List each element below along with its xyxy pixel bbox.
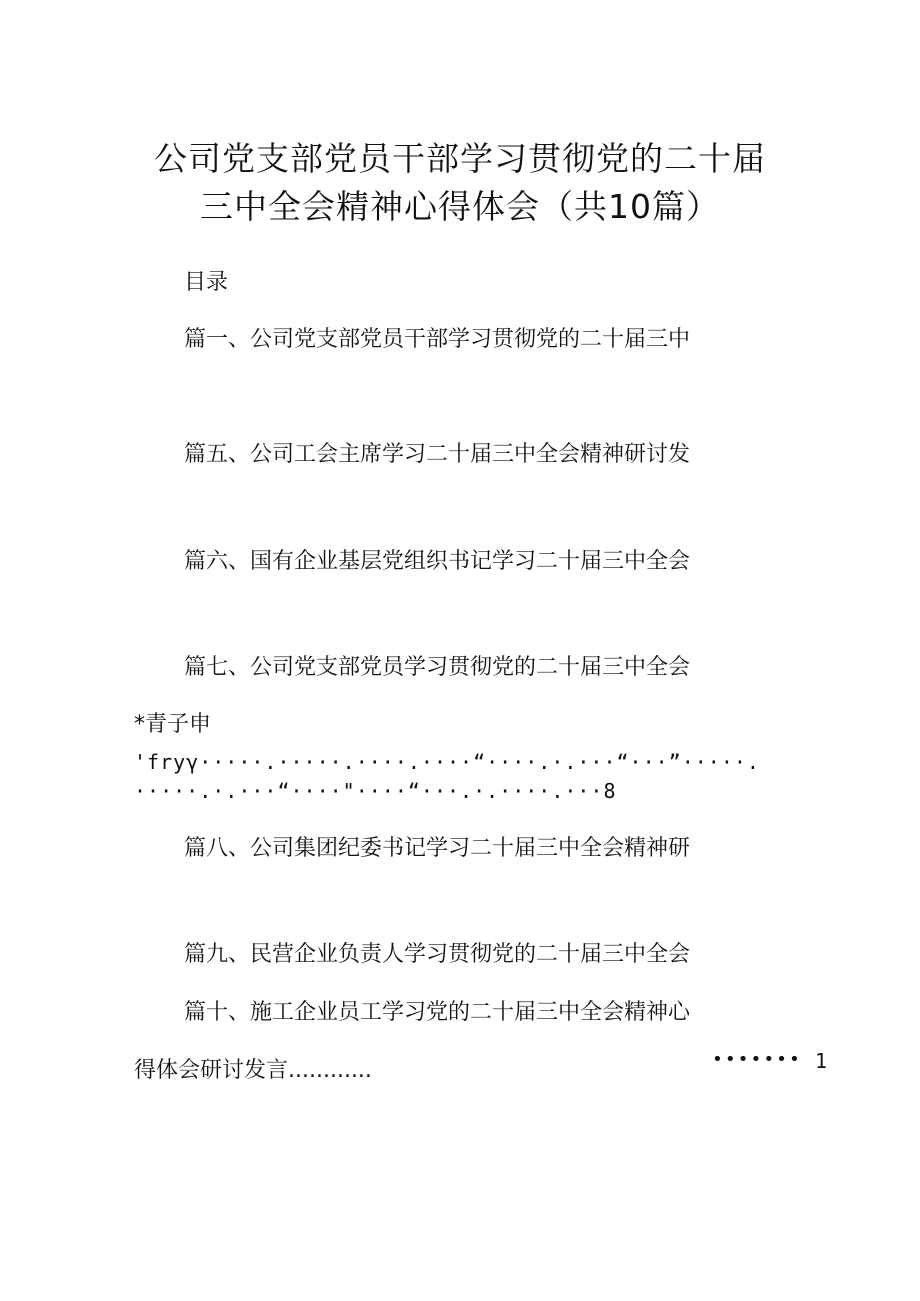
toc-item-9: 篇九、民营企业负责人学习贯彻党的二十届三中全会 bbox=[184, 942, 691, 967]
toc-page-leader: ••••••• bbox=[712, 1049, 802, 1070]
toc-item-7: 篇七、公司党支部党员学习贯彻党的二十届三中全会 bbox=[184, 655, 691, 680]
toc-heading: 目录 bbox=[184, 270, 229, 295]
toc-page-number: 1 bbox=[815, 1049, 829, 1073]
document-title-line-1: 公司党支部党员干部学习贯彻党的二十届 bbox=[154, 139, 766, 178]
document-title-line-2: 三中全会精神心得体会（共10篇） bbox=[200, 187, 720, 226]
toc-item-6: 篇六、国有企业基层党组织书记学习二十届三中全会 bbox=[184, 549, 691, 574]
garbled-text-fragment: *青子申 bbox=[134, 712, 212, 737]
toc-item-8: 篇八、公司集团纪委书记学习二十届三中全会精神研 bbox=[184, 836, 691, 861]
toc-item-5: 篇五、公司工会主席学习二十届三中全会精神研讨发 bbox=[184, 442, 691, 467]
toc-leader-row-2: ·····.·.···“····"····“···.·.····.···8 bbox=[134, 779, 617, 803]
toc-item-10: 篇十、施工企业员工学习党的二十届三中全会精神心 bbox=[184, 1000, 691, 1025]
toc-item-10-continuation: 得体会研讨发言............ bbox=[134, 1058, 372, 1083]
toc-leader-row-1: 'fryγ·····.·····.····.····“····.·.···“···”·····. bbox=[134, 750, 760, 774]
toc-item-1: 篇一、公司党支部党员干部学习贯彻党的二十届三中 bbox=[184, 327, 691, 352]
